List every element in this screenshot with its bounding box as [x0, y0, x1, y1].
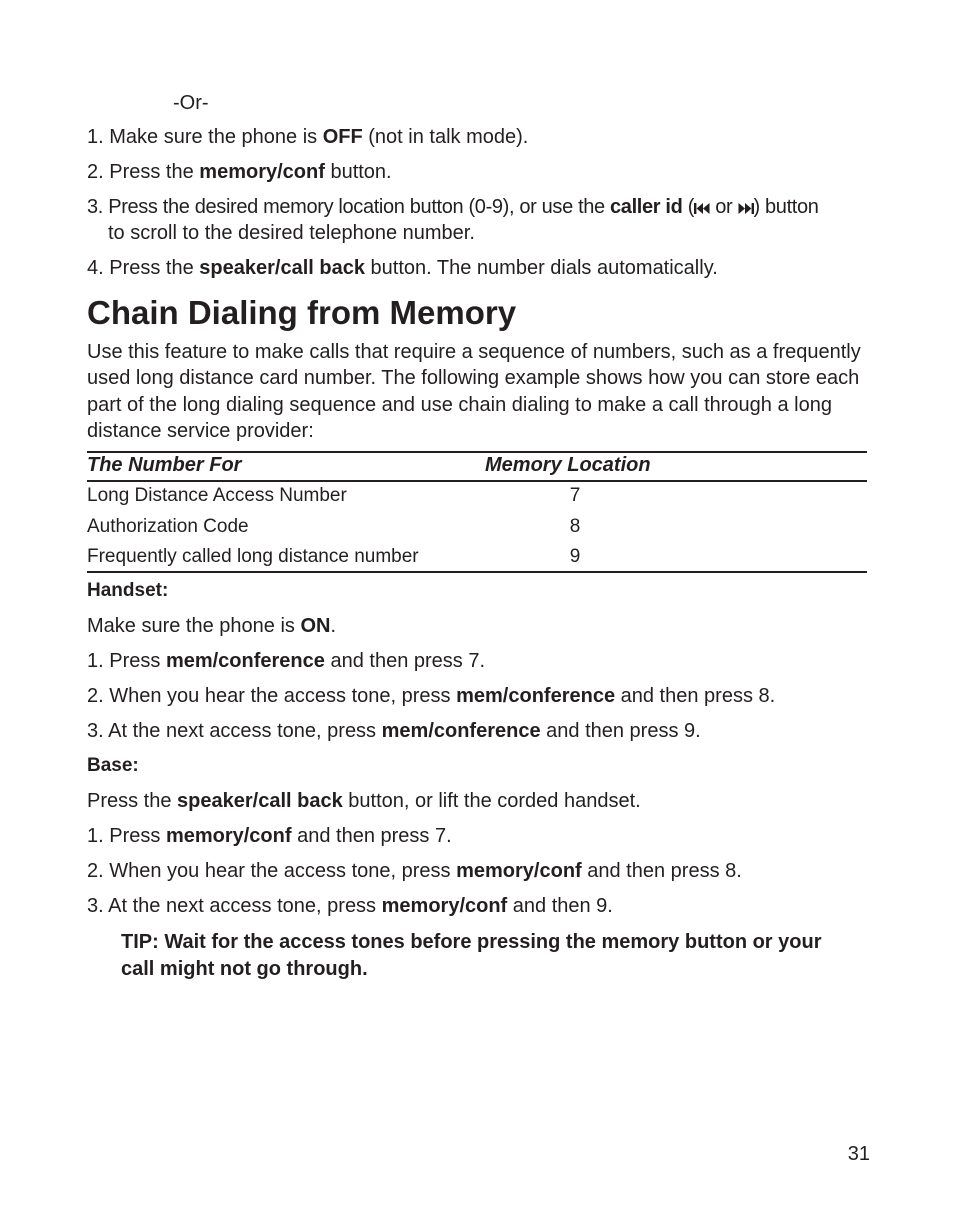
step-number: 1. — [87, 825, 104, 847]
step-text: (not in talk mode). — [362, 126, 529, 148]
page-number: 31 — [847, 1143, 870, 1165]
handset-step-2 — [87, 683, 775, 709]
step-number: 3. — [87, 196, 103, 218]
step-number: 3. — [87, 720, 104, 742]
step-1 — [87, 124, 528, 150]
step-text: Press the — [109, 161, 200, 183]
table-header-memory-location: Memory Location — [485, 454, 651, 476]
base-subheading: Base: — [87, 755, 139, 776]
step-text: and then 9. — [507, 895, 613, 917]
table-header-rule — [87, 480, 867, 482]
base-step-3 — [87, 893, 613, 919]
step-bold: caller id — [610, 196, 683, 218]
step-text: Make sure the phone is — [109, 126, 323, 148]
table-cell-label: Authorization Code — [87, 516, 249, 537]
step-text: Press the — [109, 257, 200, 279]
step-text: and then press 7. — [324, 650, 486, 672]
handset-step-3 — [87, 718, 701, 744]
step-bold: speaker/call back — [199, 257, 365, 279]
step-3-continuation: to scroll to the desired telephone number. — [108, 222, 475, 244]
step-bold: mem/conference — [456, 685, 616, 707]
tip-note: TIP: Wait for the access tones before pressing the memory button or your call might not go through. — [121, 931, 822, 980]
intro-text: Press the — [87, 790, 178, 812]
base-step-1 — [87, 823, 452, 849]
handset-subheading: Handset: — [87, 580, 169, 601]
step-3 — [87, 194, 819, 220]
table-header-number-for: The Number For — [87, 454, 242, 476]
table-cell-location: 8 — [569, 516, 581, 537]
step-text: At the next access tone, press — [108, 720, 382, 742]
step-text: At the next access tone, press — [108, 895, 382, 917]
step-text: and then press 8. — [615, 685, 776, 707]
step-text: and then press 7. — [291, 825, 452, 847]
skip-back-icon — [694, 202, 710, 215]
step-text: Press — [109, 825, 166, 847]
step-number: 2. — [87, 685, 104, 707]
intro-bold: speaker/call back — [177, 790, 343, 812]
step-text: button. — [324, 161, 392, 183]
step-text: ) button — [753, 196, 819, 218]
intro-text: button, or lift the corded handset. — [342, 790, 641, 812]
step-bold: memory/conf — [456, 860, 582, 882]
intro-text: . — [330, 615, 337, 637]
step-bold: memory/conf — [199, 161, 325, 183]
step-text: When you hear the access tone, press — [109, 685, 457, 707]
step-text: Press — [109, 650, 166, 672]
handset-step-1 — [87, 648, 485, 674]
step-text: When you hear the access tone, press — [109, 860, 457, 882]
step-4 — [87, 255, 718, 281]
table-cell-label: Frequently called long distance number — [87, 546, 419, 567]
or-separator: -Or- — [173, 92, 209, 114]
base-step-2 — [87, 858, 742, 884]
section-intro: Use this feature to make calls that require a sequence of numbers, such as a frequently used long distance card number. The following example shows how you can store each part of the long dialing sequence and use chain dialing to make a call through a long distance service provider: — [87, 341, 861, 442]
intro-text: Make sure the phone is — [87, 615, 301, 637]
step-bold: memory/conf — [165, 825, 292, 847]
step-text: ( — [682, 196, 695, 218]
step-bold: mem/conference — [381, 720, 541, 742]
step-2 — [87, 159, 392, 185]
step-number: 4. — [87, 257, 104, 279]
step-bold: OFF — [322, 126, 363, 148]
step-number: 1. — [87, 126, 104, 148]
table-cell-location: 9 — [569, 546, 581, 567]
handset-intro — [87, 613, 336, 639]
table-cell-location: 7 — [569, 485, 581, 506]
step-text: and then press 9. — [540, 720, 701, 742]
step-number: 3. — [87, 895, 104, 917]
step-text: button. The number dials automatically. — [364, 257, 718, 279]
step-bold: memory/conf — [381, 895, 508, 917]
step-text: and then press 8. — [581, 860, 742, 882]
step-text: or — [710, 196, 738, 218]
skip-forward-icon — [738, 202, 754, 215]
table-cell-label: Long Distance Access Number — [87, 485, 347, 506]
table-bottom-rule — [87, 571, 867, 573]
base-intro — [87, 788, 641, 814]
step-number: 2. — [87, 860, 104, 882]
intro-bold: ON — [300, 615, 331, 637]
step-number: 2. — [87, 161, 104, 183]
section-heading: Chain Dialing from Memory — [87, 294, 517, 331]
step-text: Press the desired memory location button (0-9), or use the — [108, 196, 611, 218]
step-bold: mem/conference — [165, 650, 325, 672]
step-number: 1. — [87, 650, 104, 672]
